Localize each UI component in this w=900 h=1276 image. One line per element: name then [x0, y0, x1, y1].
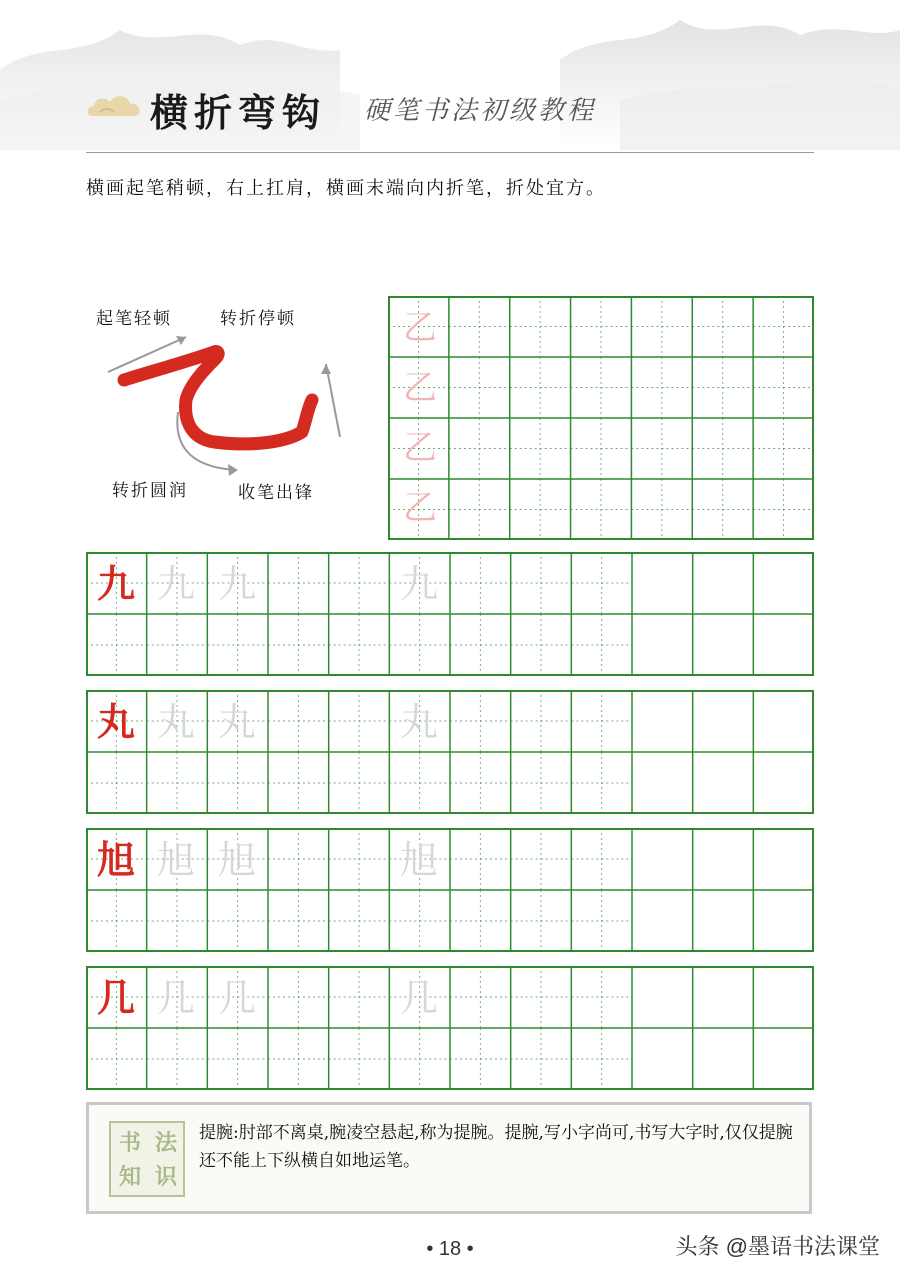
model-char: 几: [96, 975, 135, 1020]
trace-char: 丸: [217, 700, 256, 744]
stroke-hint-4: 乙: [403, 488, 437, 528]
trace-char: 几: [399, 976, 438, 1020]
model-char: 丸: [96, 699, 135, 744]
tip-text: 提腕:肘部不离桌,腕凌空悬起,称为提腕。提腕,写小字尚可,书写大字时,仅仅提腕还不能上下纵横自如地运笔。: [199, 1123, 793, 1171]
stroke-hint-3: 乙: [403, 428, 437, 468]
stroke-demo: [86, 292, 386, 532]
page-subtitle: 硬笔书法初级教程: [364, 96, 597, 126]
trace-char: 丸: [399, 700, 438, 744]
stroke-hint-1: 乙: [403, 308, 437, 348]
trace-char: 旭: [156, 838, 195, 882]
page-number: • 18 •: [426, 1238, 474, 1260]
model-char: 九: [96, 561, 135, 606]
intro-text: 横画起笔稍顿，右上扛肩，横画末端向内折笔，折处宜方。: [86, 178, 606, 199]
trace-char: 旭: [399, 838, 438, 882]
trace-char: 几: [217, 976, 256, 1020]
demo-label-end: 收笔出锋: [238, 483, 314, 503]
header-divider: [86, 152, 814, 153]
trace-char: 丸: [156, 700, 195, 744]
badge-char: 书: [118, 1130, 141, 1156]
calligraphy-knowledge-badge: [109, 1121, 185, 1197]
practice-block-2: [86, 690, 814, 814]
trace-char: 九: [399, 562, 438, 606]
model-char: 旭: [96, 837, 135, 882]
page-title: 横折弯钩: [150, 90, 327, 135]
calligraphy-tip-box: [86, 1102, 812, 1214]
stroke-illustration: [86, 292, 386, 532]
demo-label-round: 转折圆润: [112, 481, 188, 501]
stroke-hint-2: 乙: [403, 368, 437, 408]
cloud-icon: [86, 92, 144, 122]
practice-block-3: [86, 828, 814, 952]
badge-char: 识: [154, 1164, 177, 1190]
trace-char: 几: [156, 976, 195, 1020]
demo-label-turn: 转折停顿: [220, 309, 296, 329]
watermark: 头条 @墨语书法课堂: [675, 1234, 880, 1259]
badge-char: 知: [118, 1164, 141, 1190]
practice-block-4: [86, 966, 814, 1090]
header: [86, 82, 846, 135]
practice-block-1: [86, 552, 814, 676]
trace-char: 九: [217, 562, 256, 606]
demo-label-start: 起笔轻顿: [96, 309, 172, 329]
trace-char: 九: [156, 562, 195, 606]
badge-char: 法: [154, 1130, 177, 1156]
trace-char: 旭: [217, 838, 256, 882]
stroke-practice-grid: [388, 296, 814, 540]
